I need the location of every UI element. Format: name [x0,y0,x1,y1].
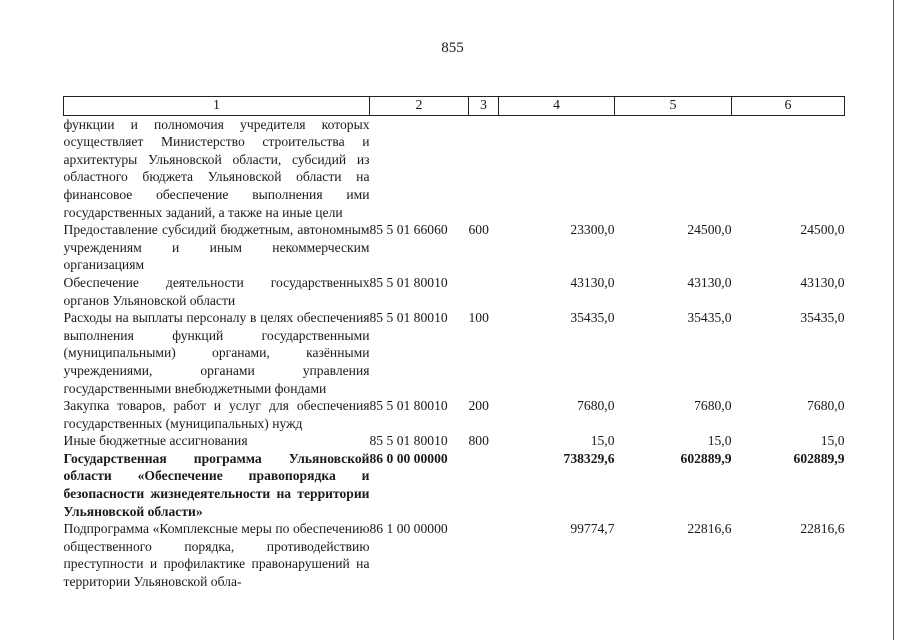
cell-name: Государственная программа Ульяновской области «Обеспечение правопорядка и безопасности жизнедеятельности на территории Ульяновской области» [63,450,370,519]
cell-v4: 35435,0 [570,310,615,326]
table-row [64,274,845,309]
cell-code: 85 5 01 80010 [369,433,448,449]
cell-type [469,520,499,590]
cell-v5: 15,0 [707,433,732,449]
table-row [64,432,845,450]
cell-name: Иные бюджетные ассигнования [63,433,248,449]
cell-v5: 43130,0 [687,274,732,290]
cell-v6: 35435,0 [800,310,845,326]
cell-code: 85 5 01 80010 [369,310,448,326]
table-row [64,221,845,274]
cell-name: Расходы на выплаты персоналу в целях обеспечения выполнения функций государственными (муниципальными) органами, казёнными учреждениями, органами управления государственными внебюджетными фондами [63,310,370,396]
cell-v4: 23300,0 [570,222,615,238]
cell-v5: 24500,0 [687,222,732,238]
cell-type [469,115,499,221]
cell-v5: 7680,0 [694,398,732,414]
cell-v4: 43130,0 [570,274,615,290]
cell-name: Подпрограмма «Комплексные меры по обеспечению общественного порядка, противодействию преступности и профилактике правонарушений на территории Ульяновской обла- [63,521,370,590]
cell-type: 100 [468,310,489,326]
cell-type: 800 [468,433,489,449]
table-header-row [64,97,845,116]
page-number: 855 [441,40,464,56]
cell-v5: 602889,9 [680,450,732,466]
table-row [64,115,845,221]
cell-v6: 43130,0 [800,274,845,290]
cell-name: функции и полномочия учредителя которых осуществляет Министерство строительства и архитектуры Ульяновской области, субсидий из областного бюджета Ульяновской области на финансовое обеспечение выполнения ими государственных заданий, а также на иные цели [63,116,370,220]
cell-v6: 7680,0 [807,398,845,414]
page-edge-line [893,0,894,640]
header-col-1: 1 [64,97,370,116]
header-col-6: 6 [732,97,845,116]
cell-name: Обеспечение деятельности государственных органов Ульяновской области [63,274,370,308]
cell-type [469,274,499,309]
header-col-5: 5 [615,97,732,116]
cell-type: 200 [468,398,489,414]
budget-table [63,96,845,591]
cell-v4: 738329,6 [563,450,615,466]
cell-code: 85 5 01 80010 [369,274,448,290]
cell-code: 85 5 01 66060 [369,222,448,238]
table-row [64,450,845,520]
table-row [64,520,845,590]
cell-type [469,450,499,520]
table-row [64,397,845,432]
cell-code: 85 5 01 80010 [369,398,448,414]
cell-v5: 35435,0 [687,310,732,326]
cell-name: Закупка товаров, работ и услуг для обеспечения государственных (муниципальных) нужд [63,398,370,431]
cell-v6: 602889,9 [793,450,845,466]
cell-v6: 24500,0 [800,222,845,238]
cell-name: Предоставление субсидий бюджетным, автономным учреждениям и иным некоммерческим организациям [63,222,370,273]
cell-code: 86 0 00 00000 [369,450,448,466]
cell-code [370,115,469,221]
header-col-4: 4 [499,97,615,116]
cell-v5 [615,115,732,221]
cell-type: 600 [468,222,489,238]
cell-v4: 99774,7 [570,521,615,537]
cell-v5: 22816,6 [687,521,732,537]
cell-code: 86 1 00 00000 [369,521,448,537]
cell-v4: 7680,0 [577,398,615,414]
cell-v6 [732,115,845,221]
table-row [64,309,845,397]
cell-v6: 22816,6 [800,521,845,537]
cell-v4: 15,0 [590,433,615,449]
header-col-2: 2 [370,97,469,116]
cell-v6: 15,0 [820,433,845,449]
header-col-3: 3 [469,97,499,116]
cell-v4 [499,115,615,221]
